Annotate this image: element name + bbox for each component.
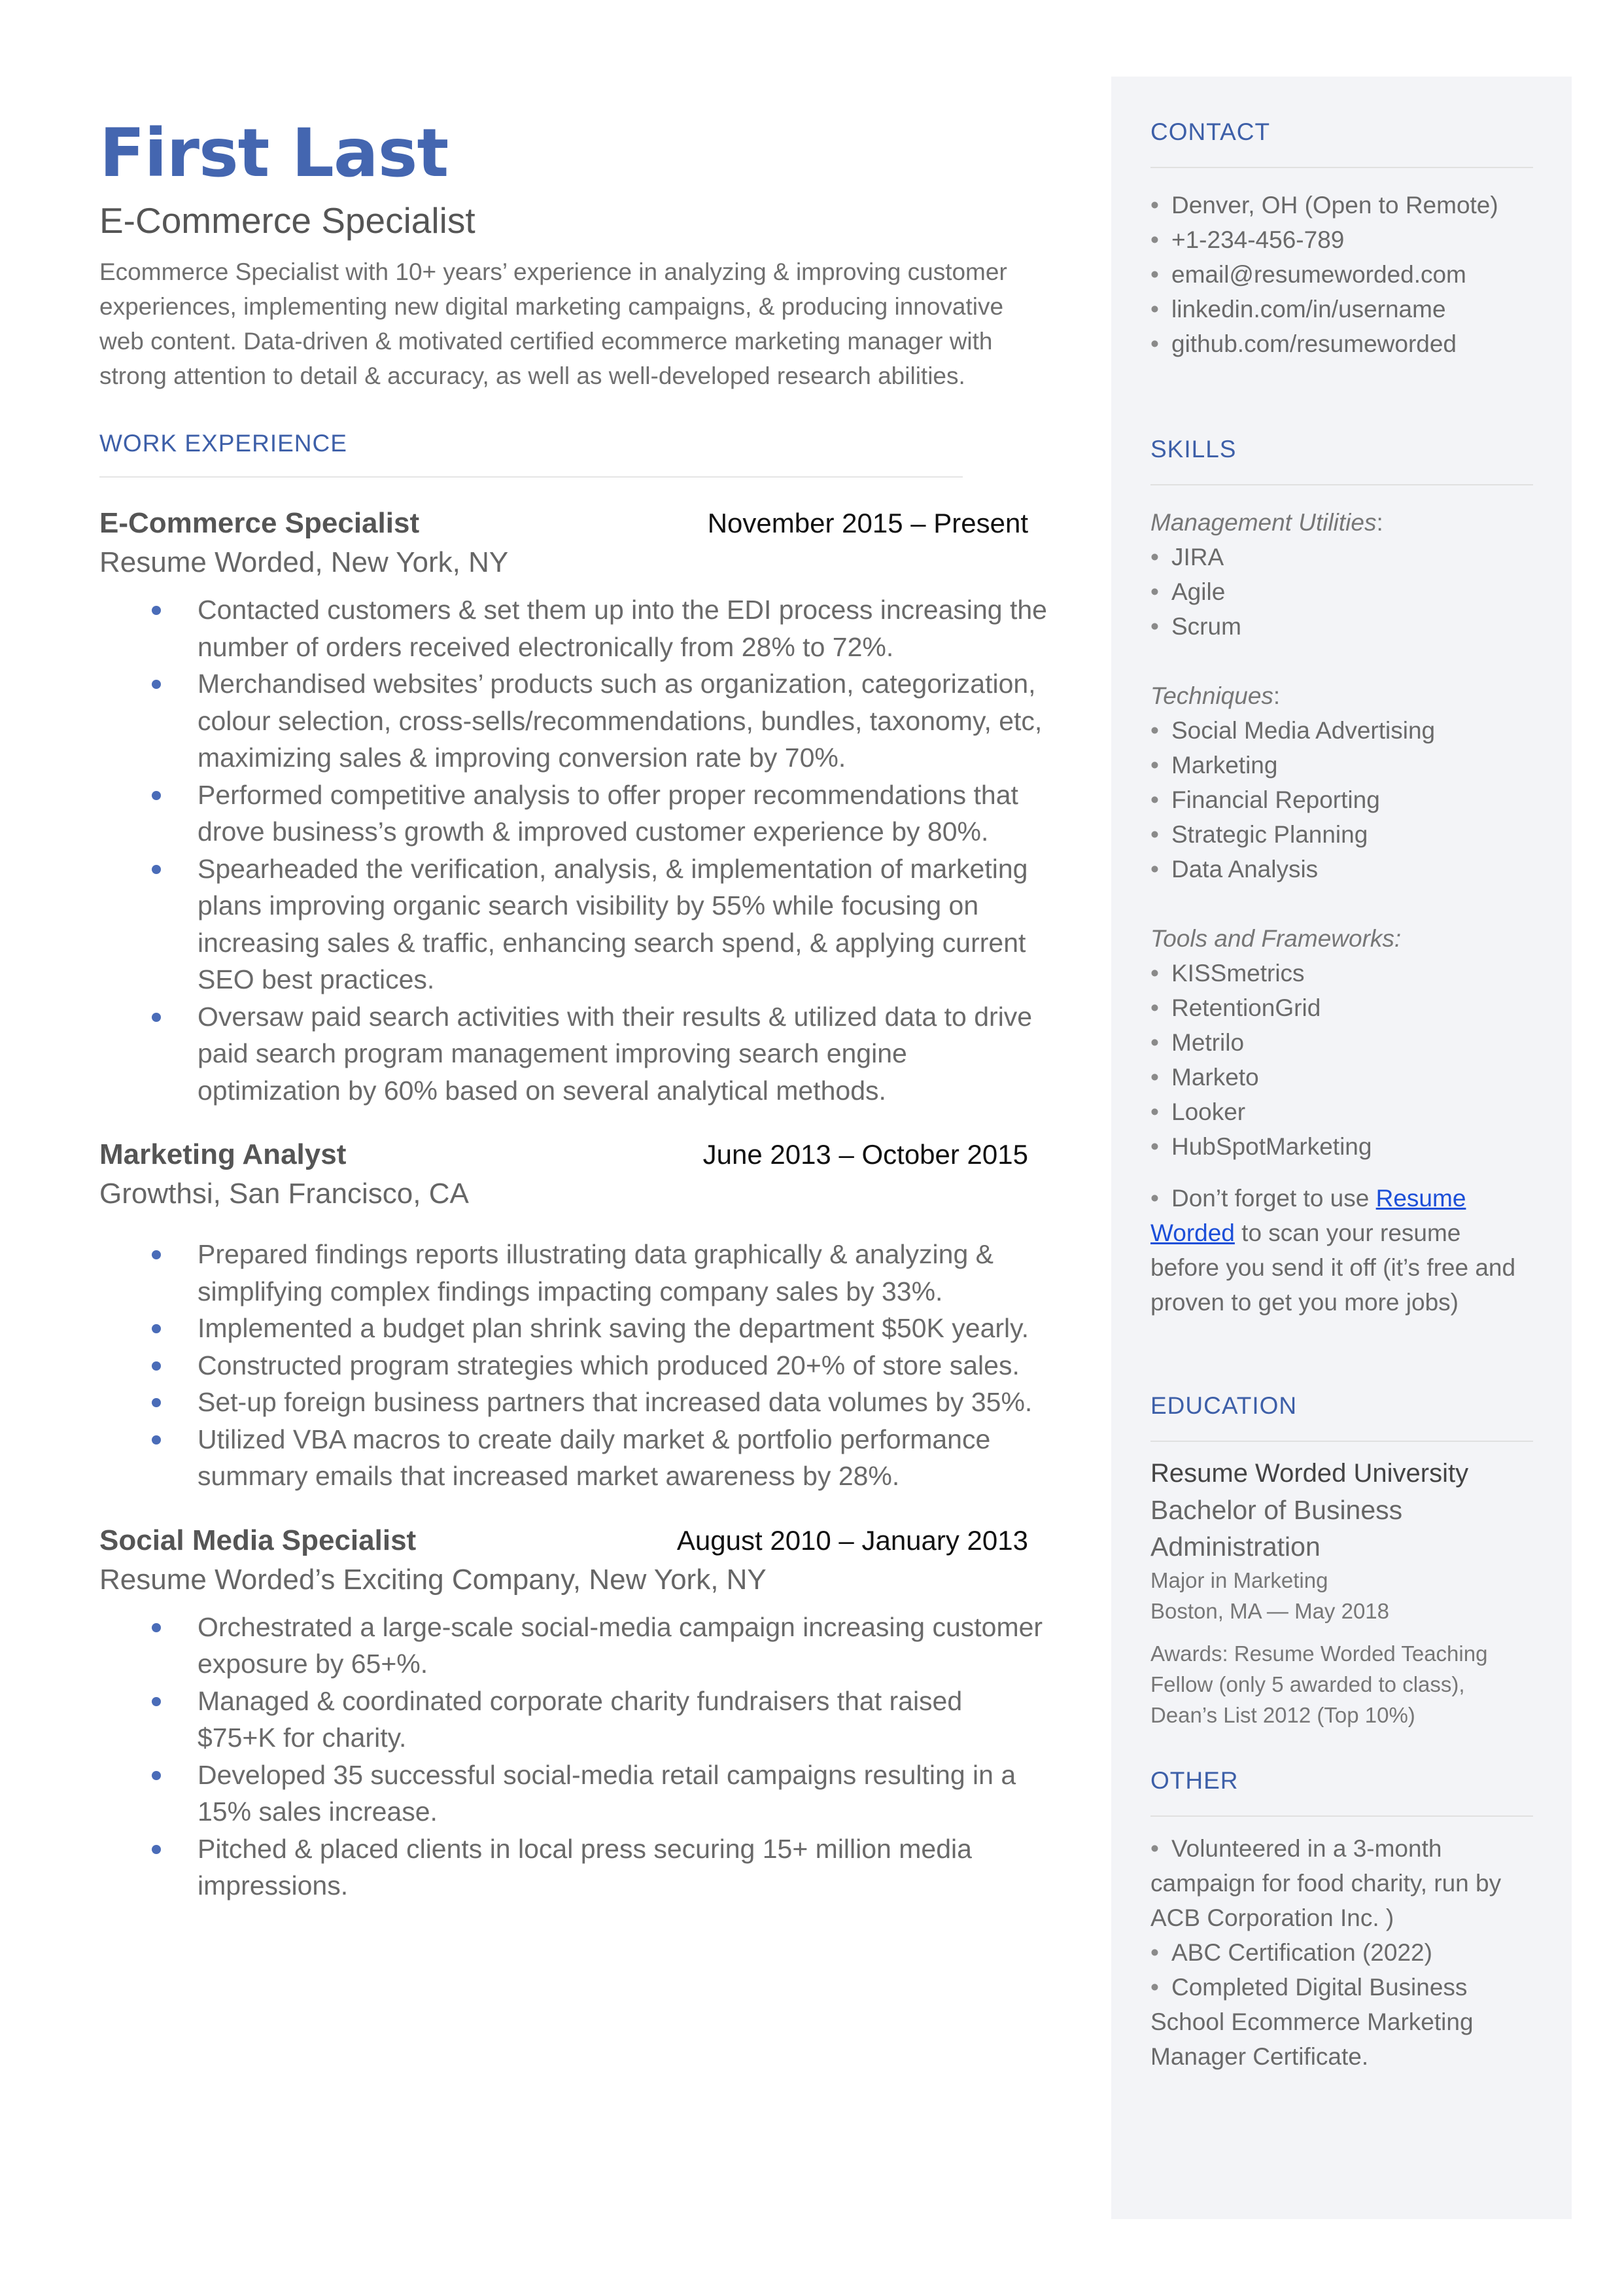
skill-item: • Marketo (1150, 1064, 1259, 1091)
bullet-dot-icon (152, 1250, 161, 1259)
skill-item: • HubSpotMarketing (1150, 1133, 1372, 1160)
job-date: June 2013 – October 2015 (702, 1139, 1028, 1170)
job-bullet: Utilized VBA macros to create daily market & portfolio performance summary emails that increased market awareness by 28%. (99, 1421, 1048, 1495)
job-bullet: Spearheaded the verification, analysis, & implementation of marketing plans improving organic search visibility by 55% while focusing on increasing sales & traffic, enhancing search spend, & applying current SEO best practices. (99, 850, 1048, 998)
candidate-title: E-Commerce Specialist (99, 200, 475, 241)
bullet-dot-icon (152, 1435, 161, 1445)
skill-list (1150, 956, 1533, 1164)
skills-heading: SKILLS (1150, 436, 1237, 463)
bullet-dot-icon (152, 1771, 161, 1780)
education-location-date: Boston, MA — May 2018 (1150, 1599, 1390, 1623)
education-major: Major in Marketing (1150, 1568, 1328, 1592)
skill-item: • Marketing (1150, 752, 1278, 779)
candidate-name: First Last (99, 114, 449, 192)
bullet-dot-icon (152, 1361, 161, 1371)
job-entry (99, 1521, 1048, 1904)
bullet-dot-icon (152, 1324, 161, 1333)
skill-item: • Looker (1150, 1098, 1246, 1125)
job-bullet: Pitched & placed clients in local press securing 15+ million media impressions. (99, 1831, 1048, 1904)
job-bullet: Merchandised websites’ products such as organization, categorization, colour selection, cross-sells/recommendations, bundles, taxonomy, etc, maximizing sales & improving conversion rate by 70%. (99, 665, 1048, 777)
job-bullet: Oversaw paid search activities with their results & utilized data to drive paid search program management improving search engine optimization by 60% based on several analytical methods. (99, 998, 1048, 1110)
bullet-dot-icon (152, 1623, 161, 1632)
skill-category-title: Tools and Frameworks: (1150, 925, 1402, 952)
job-bullet: Managed & coordinated corporate charity fundraisers that raised $75+K for charity. (99, 1683, 1048, 1757)
education-heading: EDUCATION (1150, 1392, 1298, 1419)
bullet-dot-icon (152, 680, 161, 689)
job-title: E-Commerce Specialist (99, 507, 420, 539)
sidebar (1111, 77, 1572, 2219)
summary: Ecommerce Specialist with 10+ years’ experience in analyzing & improving customer experiences, implementing new digital marketing campaigns, & producing innovative web content. Data-driven & motivated certified ecommerce marketing manager with strong attention to detail & accuracy, as well as well-developed research abilities. (99, 258, 1007, 389)
skill-item: • Metrilo (1150, 1029, 1245, 1056)
contact-location: • Denver, OH (Open to Remote) (1150, 192, 1498, 219)
job-date: November 2015 – Present (707, 508, 1028, 538)
job-entry (99, 1135, 1048, 1495)
job-bullet: Contacted customers & set them up into the EDI process increasing the number of orders received electronically from 28% to 72%. (99, 591, 1048, 665)
job-title: Social Media Specialist (99, 1524, 417, 1556)
skill-category-title: Management Utilities: (1150, 509, 1383, 536)
bullet-dot-icon (152, 606, 161, 615)
contact-list (1150, 188, 1533, 361)
bullet-dot-icon (152, 791, 161, 800)
job-bullet: Implemented a budget plan shrink saving the department $50K yearly. (99, 1310, 1048, 1347)
other-item: • Volunteered in a 3-month campaign for food charity, run by ACB Corporation Inc. ) (1150, 1835, 1502, 1931)
contact-phone: • +1-234-456-789 (1150, 226, 1345, 253)
skill-item: • Social Media Advertising (1150, 717, 1436, 744)
skill-list (1150, 713, 1533, 886)
bullet-dot-icon (152, 1013, 161, 1022)
resume-worded-link[interactable]: Resume Worded (1150, 1185, 1466, 1246)
contact-divider (1150, 167, 1533, 168)
bullet-dot-icon (152, 1845, 161, 1854)
main-column (99, 114, 1048, 1904)
contact-email[interactable]: • email@resumeworded.com (1150, 261, 1466, 288)
job-bullets (99, 1236, 1048, 1495)
job-bullet: Orchestrated a large-scale social-media campaign increasing customer exposure by 65+%. (99, 1609, 1048, 1683)
sidebar-content (1150, 77, 1533, 2074)
contact-github[interactable]: • github.com/resumeworded (1150, 330, 1457, 357)
skill-item: • Scrum (1150, 613, 1241, 640)
contact-linkedin[interactable]: • linkedin.com/in/username (1150, 296, 1446, 323)
skill-list (1150, 540, 1533, 644)
job-company: Growthsi, San Francisco, CA (99, 1178, 469, 1210)
job-bullet: Performed competitive analysis to offer proper recommendations that drove business’s growth & improved customer experience by 80%. (99, 777, 1048, 850)
contact-heading: CONTACT (1150, 118, 1271, 145)
other-list (1150, 1831, 1533, 2074)
skill-category-title: Techniques: (1150, 682, 1281, 709)
resume-worded-note: • Don’t forget to use Resume Worded to scan your resume before you send it off (it’s free and proven to get you more jobs) (1150, 1185, 1516, 1316)
education-degree: Bachelor of Business Administration (1150, 1495, 1403, 1562)
job-company: Resume Worded, New York, NY (99, 546, 509, 578)
job-title: Marketing Analyst (99, 1138, 347, 1170)
skill-item: • KISSmetrics (1150, 960, 1305, 987)
skill-item: • Data Analysis (1150, 856, 1319, 883)
job-bullets (99, 1609, 1048, 1904)
skill-item: • Strategic Planning (1150, 821, 1368, 848)
job-list (99, 504, 1048, 1904)
job-bullet: Developed 35 successful social-media retail campaigns resulting in a 15% sales increase. (99, 1757, 1048, 1831)
skills-divider (1150, 484, 1533, 485)
work-experience-heading: WORK EXPERIENCE (99, 430, 347, 457)
other-item: • ABC Certification (2022) (1150, 1939, 1432, 1966)
job-bullets (99, 591, 1048, 1109)
education-divider (1150, 1441, 1533, 1442)
skill-item: • Financial Reporting (1150, 786, 1380, 813)
education-school: Resume Worded University (1150, 1459, 1469, 1488)
skill-item: • RetentionGrid (1150, 994, 1321, 1021)
education-awards: Awards: Resume Worded Teaching Fellow (only 5 awarded to class), Dean’s List 2012 (Top 10%) (1150, 1641, 1488, 1727)
skill-item: • JIRA (1150, 544, 1224, 570)
bullet-dot-icon (152, 1697, 161, 1706)
bullet-dot-icon (152, 865, 161, 874)
job-bullet: Constructed program strategies which produced 20+% of store sales. (99, 1347, 1048, 1384)
other-divider (1150, 1815, 1533, 1817)
job-entry (99, 504, 1048, 1109)
work-experience-divider (99, 476, 963, 478)
job-company: Resume Worded’s Exciting Company, New York, NY (99, 1563, 767, 1596)
bullet-dot-icon (152, 1398, 161, 1407)
other-heading: OTHER (1150, 1767, 1239, 1794)
job-date: August 2010 – January 2013 (676, 1524, 1028, 1556)
job-bullet: Prepared findings reports illustrating data graphically & analyzing & simplifying complex findings impacting company sales by 33%. (99, 1236, 1048, 1310)
skill-item: • Agile (1150, 578, 1226, 605)
job-bullet: Set-up foreign business partners that increased data volumes by 35%. (99, 1384, 1048, 1421)
other-item: • Completed Digital Business School Ecommerce Marketing Manager Certificate. (1150, 1974, 1474, 2070)
